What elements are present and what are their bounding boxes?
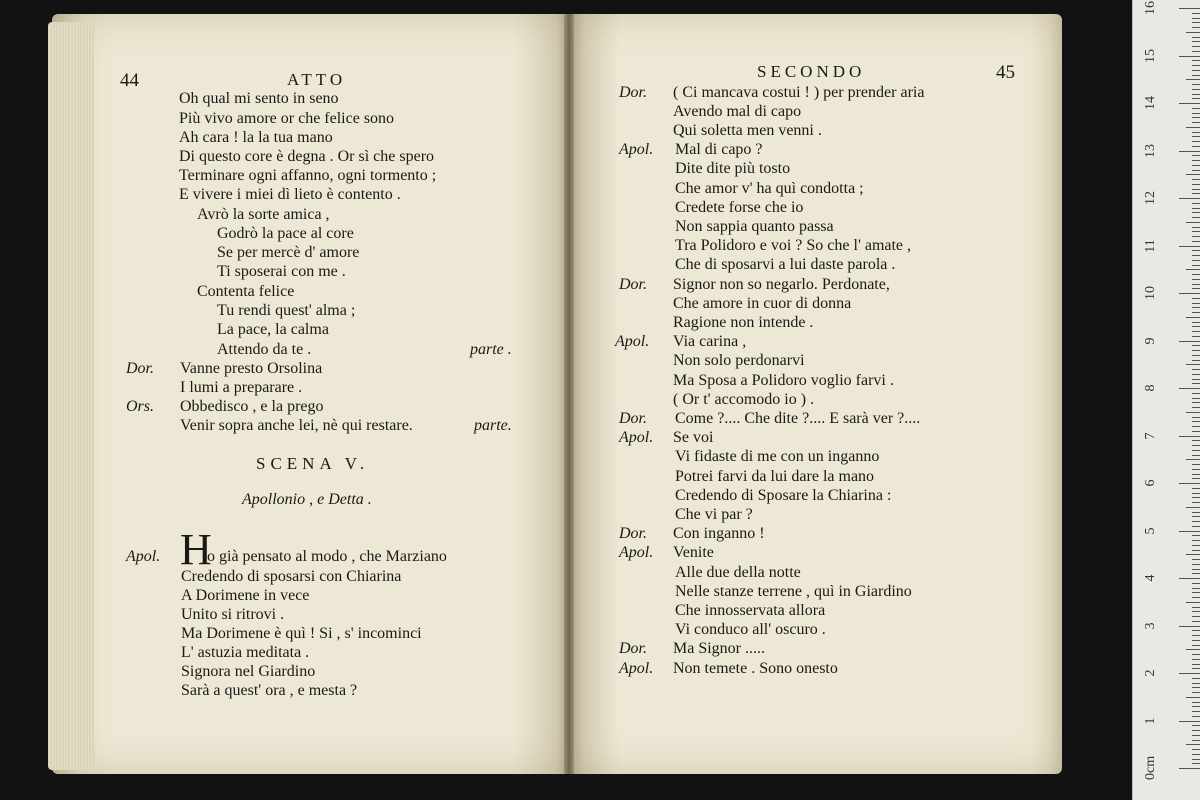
running-head-right: SECONDO [757,62,866,81]
ruler-tick [1192,516,1200,517]
ruler-tick [1179,531,1200,532]
ruler-tick [1192,706,1200,707]
ruler-tick [1192,355,1200,356]
ruler-tick [1186,744,1200,745]
ruler-number: 2 [1143,669,1158,677]
ruler-tick [1192,13,1200,14]
ruler-tick [1192,540,1200,541]
ruler-tick [1192,312,1200,313]
ruler-tick [1192,730,1200,731]
ruler-number: 8 [1143,384,1158,392]
verse-line: E vivere i miei dì lieto è contento . [179,186,401,203]
ruler-tick [1192,179,1200,180]
measurement-ruler [1132,0,1200,800]
ruler-tick [1192,702,1200,703]
ruler-tick [1192,184,1200,185]
verse-line: Credete forse che io [675,199,804,216]
speaker-label: Apol. [615,333,650,350]
verse-line: Oh qual mi sento in seno [179,90,339,107]
ruler-tick [1192,160,1200,161]
verse-line: Non sappia quanto passa [675,218,834,235]
ruler-tick [1192,236,1200,237]
ruler-tick [1192,51,1200,52]
ruler-number: 14 [1143,96,1158,110]
ruler-tick [1192,41,1200,42]
ruler-tick [1192,588,1200,589]
ruler-tick [1186,32,1200,33]
ruler-tick [1192,255,1200,256]
verse-line: Più vivo amore or che felice sono [179,110,395,127]
ruler-tick [1192,645,1200,646]
verse-line: Signor non so negarlo. Perdonate, [673,276,890,293]
ruler-tick [1192,640,1200,641]
ruler-number: 1 [1143,717,1158,724]
ruler-tick [1192,60,1200,61]
ruler-tick [1192,155,1200,156]
ruler-tick [1192,402,1200,403]
ruler-tick [1192,426,1200,427]
verse-line: Avendo mal di capo [673,103,802,120]
ruler-tick [1192,735,1200,736]
ruler-tick [1192,27,1200,28]
ruler-tick [1192,687,1200,688]
ruler-tick [1192,360,1200,361]
ruler-tick [1179,721,1200,722]
ruler-tick [1192,592,1200,593]
ruler-tick [1186,127,1200,128]
ruler-tick [1192,189,1200,190]
ruler-tick [1192,37,1200,38]
verse-line: Tu rendi quest' alma ; [217,302,356,319]
ruler-tick [1186,697,1200,698]
ruler-tick [1192,350,1200,351]
verse-line: Unito si ritrovi . [181,606,285,623]
verse-line: I lumi a preparare . [180,379,303,396]
ruler-tick [1192,763,1200,764]
verse-line: Credendo di sposarsi con Chiarina [181,568,402,585]
ruler-tick [1192,455,1200,456]
speaker-label: Dor. [619,640,648,657]
ruler-tick [1192,545,1200,546]
ruler-tick [1186,174,1200,175]
ruler-tick [1186,79,1200,80]
drop-capital: H [180,525,212,574]
ruler-tick [1192,22,1200,23]
ruler-tick [1192,165,1200,166]
speaker-label: Apol. [619,544,654,561]
verse-line: Vanne presto Orsolina [180,360,323,377]
ruler-number: 11 [1143,238,1158,253]
ruler-tick [1192,668,1200,669]
ruler-tick [1192,583,1200,584]
ruler-tick [1192,274,1200,275]
ruler-tick [1192,18,1200,19]
ruler-tick [1192,597,1200,598]
ruler-tick [1192,345,1200,346]
ruler-tick [1192,564,1200,565]
ruler-tick [1192,393,1200,394]
ruler-number: 3 [1143,622,1158,629]
ruler-number: 16 [1143,1,1158,15]
ruler-tick [1192,417,1200,418]
verse-line: Mal di capo ? [675,141,763,158]
ruler-tick [1192,298,1200,299]
verse-line: Con inganno ! [673,525,765,542]
ruler-tick [1192,521,1200,522]
ruler-tick [1192,322,1200,323]
ruler-tick [1192,573,1200,574]
verse-line: L' astuzia meditata . [181,644,310,661]
ruler-tick [1186,412,1200,413]
ruler-tick [1192,89,1200,90]
speaker-label: Ors. [126,398,155,415]
verse-line: Se voi [673,429,714,446]
ruler-tick [1192,307,1200,308]
verse-line: Che amore in cuor di donna [673,295,852,312]
ruler-tick [1192,203,1200,204]
verse-line: Attendo da te . [217,341,312,358]
ruler-tick [1192,70,1200,71]
verse-line: Non solo perdonarvi [673,352,805,369]
verse-line: Ma Signor ..... [673,640,765,657]
verse-line: Che vi par ? [675,506,753,523]
ruler-number: 10 [1143,286,1158,300]
ruler-tick [1192,740,1200,741]
speaker-label: Apol. [619,141,654,158]
scene-characters: Apollonio , e Detta . [242,491,372,508]
ruler-tick [1192,469,1200,470]
ruler-tick [1192,630,1200,631]
verse-line: Vi conduco all' oscuro . [675,621,826,638]
ruler-tick [1192,122,1200,123]
verse-line: Ah cara ! la la tua mano [179,129,333,146]
verse-line: La pace, la calma [217,321,329,338]
ruler-tick [1179,436,1200,437]
ruler-number: 5 [1143,527,1158,534]
ruler-tick [1186,269,1200,270]
ruler-tick [1192,231,1200,232]
ruler-tick [1192,288,1200,289]
ruler-tick [1186,317,1200,318]
speaker-label: Dor. [619,410,648,427]
verse-line: Vi fidaste di me con un inganno [675,448,880,465]
ruler-tick [1192,754,1200,755]
ruler-tick [1192,84,1200,85]
speaker-label: Dor. [619,276,648,293]
ruler-tick [1192,654,1200,655]
verse-line: Sarà a quest' ora , e mesta ? [181,682,358,699]
ruler-tick [1192,711,1200,712]
ruler-tick [1192,616,1200,617]
verse-line: Via carina , [673,333,747,350]
verse-line: A Dorimene in vece [181,587,310,604]
stage-direction: parte. [474,417,512,434]
ruler-tick [1192,132,1200,133]
ruler-tick [1179,151,1200,152]
verse-line: Credendo di Sposare la Chiarina : [675,487,892,504]
ruler-tick [1192,431,1200,432]
ruler-number: 4 [1143,574,1158,582]
ruler-tick [1192,502,1200,503]
verse-line: Di questo core è degna . Or sì che spero [179,148,435,165]
ruler-tick [1192,279,1200,280]
ruler-tick [1192,336,1200,337]
left-page [52,14,568,774]
ruler-tick [1192,303,1200,304]
ruler-tick [1192,113,1200,114]
ruler-number: 9 [1143,337,1158,344]
ruler-tick [1192,326,1200,327]
verse-line: Nelle stanze terrene , quì in Giardino [675,583,912,600]
ruler-tick [1192,193,1200,194]
ruler-tick [1192,94,1200,95]
scene-heading: SCENA V. [256,454,370,473]
ruler-tick [1192,379,1200,380]
ruler-tick [1192,407,1200,408]
verse-line: Ma Dorimene è quì ! Si , s' incominci [181,625,422,642]
ruler-tick [1192,683,1200,684]
verse-line: Ma Sposa a Polidoro voglio farvi . [673,372,894,389]
ruler-tick [1186,554,1200,555]
ruler-tick [1192,65,1200,66]
running-head-left: ATTO [287,70,347,89]
ruler-tick [1192,478,1200,479]
ruler-tick [1179,246,1200,247]
ruler-tick [1192,260,1200,261]
ruler-tick [1192,141,1200,142]
ruler-tick [1192,526,1200,527]
ruler-tick [1186,602,1200,603]
ruler-tick [1179,578,1200,579]
verse-line: Alle due della notte [675,564,801,581]
verse-line: Non temete . Sono onesto [673,660,838,677]
ruler-tick [1179,626,1200,627]
speaker-label: Dor. [126,360,155,377]
verse-line: Potrei farvi da lui dare la mano [675,468,875,485]
ruler-tick [1192,374,1200,375]
ruler-tick [1192,369,1200,370]
ruler-tick [1192,716,1200,717]
speaker-label: Apol. [126,548,161,565]
verse-line: Se per mercè d' amore [217,244,360,261]
ruler-tick [1192,46,1200,47]
ruler-tick [1192,208,1200,209]
verse-line: Che di sposarvi a lui daste parola . [675,256,896,273]
ruler-tick [1192,497,1200,498]
ruler-tick [1192,678,1200,679]
verse-line: Avrò la sorte amica , [197,206,330,223]
verse-line: Che amor v' ha quì condotta ; [675,180,864,197]
ruler-tick [1192,108,1200,109]
ruler-tick [1192,170,1200,171]
ruler-tick [1192,635,1200,636]
verse-line: Terminare ogni affanno, ogni tormento ; [179,167,437,184]
ruler-tick [1192,725,1200,726]
ruler-number: 6 [1143,479,1158,487]
page-number-right: 45 [996,62,1015,83]
ruler-tick [1186,222,1200,223]
ruler-tick [1186,507,1200,508]
ruler-tick [1186,649,1200,650]
ruler-tick [1192,265,1200,266]
ruler-tick [1192,227,1200,228]
verse-line: Qui soletta men venni . [673,122,822,139]
verse-line: Venite [673,544,714,561]
page-number-left: 44 [120,70,139,91]
verse-line: Contenta felice [197,283,295,300]
ruler-tick [1179,56,1200,57]
ruler-tick [1192,284,1200,285]
ruler-tick [1192,136,1200,137]
ruler-tick [1192,212,1200,213]
ruler-tick [1192,512,1200,513]
verse-line: Venir sopra anche lei, nè qui restare. [180,417,413,434]
ruler-tick [1192,217,1200,218]
ruler-tick [1192,621,1200,622]
ruler-tick [1192,664,1200,665]
ruler-tick [1192,146,1200,147]
ruler-tick [1179,198,1200,199]
verse-line: o già pensato al modo , che Marziano [207,548,447,565]
ruler-tick [1192,611,1200,612]
speaker-label: Apol. [619,660,654,677]
ruler-tick [1179,8,1200,9]
speaker-label: Dor. [619,84,648,101]
ruler-number: 12 [1143,191,1158,205]
ruler-tick [1192,445,1200,446]
ruler-tick [1192,440,1200,441]
ruler-tick [1179,483,1200,484]
stage-direction: parte . [470,341,512,358]
ruler-tick [1192,607,1200,608]
verse-line: ( Ci mancava costui ! ) per prender aria [673,84,925,101]
ruler-number: 7 [1143,432,1158,439]
ruler-tick [1192,692,1200,693]
ruler-tick [1192,241,1200,242]
page-edges [48,22,94,770]
ruler-tick [1192,464,1200,465]
verse-line: Ti sposerai con me . [217,263,346,280]
verse-line: Obbedisco , e la prego [180,398,324,415]
ruler-tick [1192,250,1200,251]
speaker-label: Apol. [619,429,654,446]
verse-line: Tra Polidoro e voi ? So che l' amate , [675,237,912,254]
ruler-tick [1179,673,1200,674]
ruler-tick [1192,331,1200,332]
ruler-tick [1192,488,1200,489]
ruler-tick [1192,117,1200,118]
ruler-tick [1179,768,1200,769]
ruler-tick [1192,493,1200,494]
ruler-tick [1192,450,1200,451]
ruler-tick [1192,569,1200,570]
ruler-tick [1192,550,1200,551]
ruler-tick [1192,749,1200,750]
ruler-tick [1192,474,1200,475]
ruler-number: 15 [1143,48,1158,63]
ruler-tick [1192,383,1200,384]
ruler-unit-label: 0cm [1143,755,1158,780]
ruler-tick [1186,459,1200,460]
verse-line: Come ?.... Che dite ?.... E sarà ver ?.... [675,410,921,427]
ruler-tick [1179,388,1200,389]
ruler-tick [1179,103,1200,104]
ruler-tick [1192,75,1200,76]
verse-line: Ragione non intende . [673,314,814,331]
ruler-tick [1179,293,1200,294]
ruler-tick [1192,759,1200,760]
ruler-tick [1192,421,1200,422]
ruler-tick [1192,559,1200,560]
ruler-tick [1192,535,1200,536]
ruler-tick [1179,341,1200,342]
verse-line: Che innosservata allora [675,602,826,619]
ruler-tick [1192,98,1200,99]
verse-line: ( Or t' accomodo io ) . [673,391,815,408]
book-gutter [564,14,574,774]
ruler-number: 13 [1143,143,1158,158]
ruler-tick [1192,398,1200,399]
speaker-label: Dor. [619,525,648,542]
verse-line: Dite dite più tosto [675,160,791,177]
verse-line: Godrò la pace al core [217,225,354,242]
ruler-tick [1192,659,1200,660]
verse-line: Signora nel Giardino [181,663,316,680]
ruler-tick [1186,364,1200,365]
